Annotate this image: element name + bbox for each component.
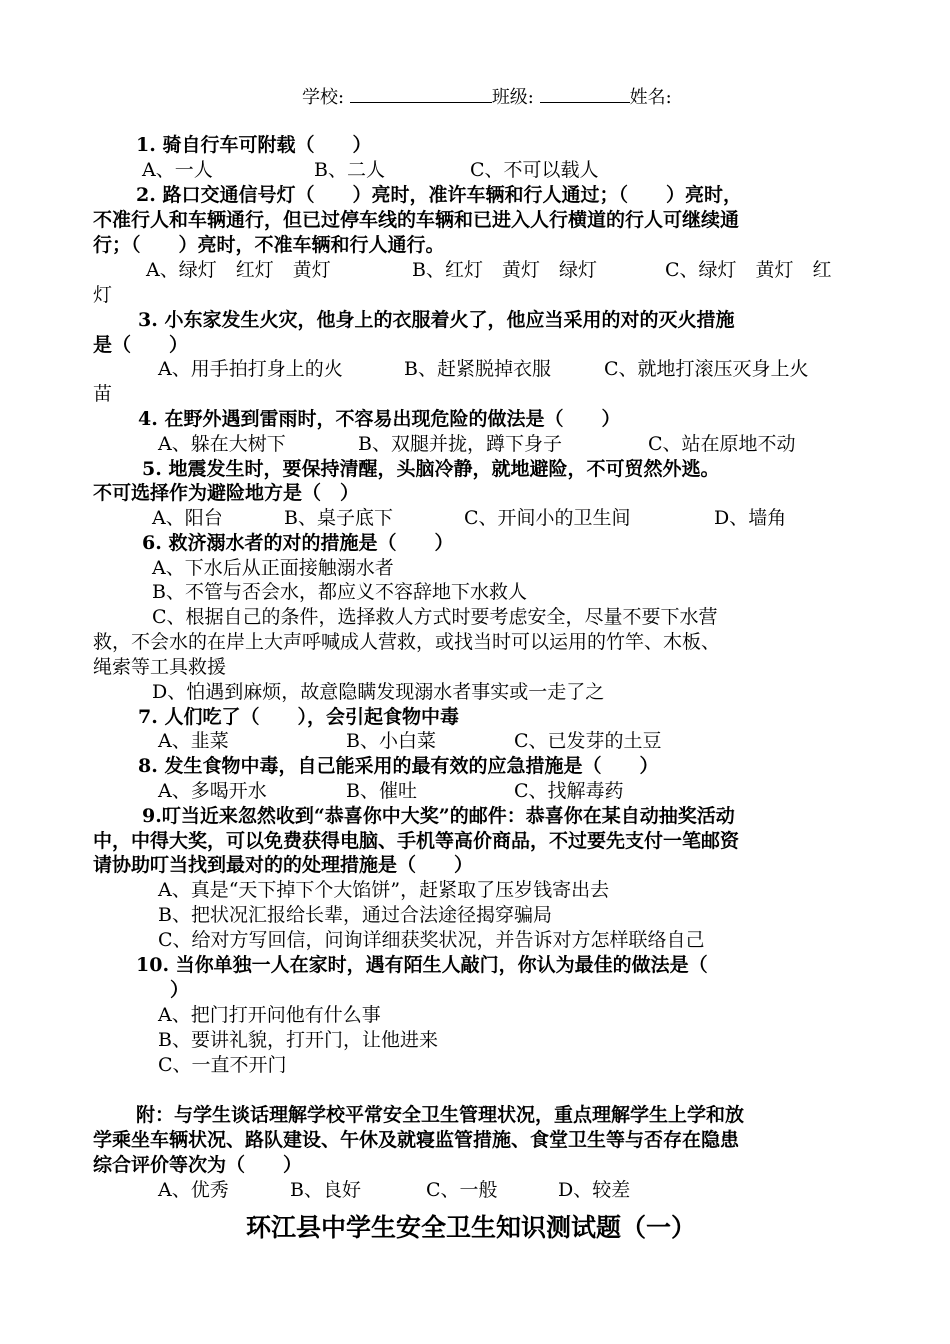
question-2-stem-line-1: 2. 路口交通信号灯（ ）亮时，准许车辆和行人通过；（ ）亮时，: [136, 184, 742, 206]
question-7-option-a: A、韭菜: [158, 730, 229, 752]
question-9-option-b: B、把状况汇报给长辈，通过合法途径揭穿骗局: [158, 904, 552, 926]
question-3-option-c: C、就地打滚压灭身上火: [604, 358, 809, 380]
question-6-stem: 6. 救济溺水者的对的措施是（ ）: [142, 532, 454, 554]
appendix-stem-line-3: 综合评价等次为（ ）: [93, 1154, 303, 1176]
appendix-stem-line-1: 附：与学生谈话理解学校平常安全卫生管理状况，重点理解学生上学和放: [136, 1104, 745, 1126]
question-10-stem-line-1: 10. 当你单独一人在家时，遇有陌生人敲门，你认为最佳的做法是（: [136, 954, 708, 976]
question-9-option-c: C、给对方写回信，问询详细获奖状况，并告诉对方怎样联络自己: [158, 929, 705, 951]
question-6-option-c-line-2: 救，不会水的在岸上大声呼喊成人营救，或找当时可以运用的竹竿、木板、: [93, 631, 721, 653]
student-info-header: [302, 84, 672, 110]
appendix-option-a: A、优秀: [158, 1179, 229, 1201]
question-5-stem-line-1: 5. 地震发生时，要保持清醒，头脑冷静，就地避险，不可贸然外逃。: [142, 458, 720, 480]
appendix-stem-line-2: 学乘坐车辆状况、路队建设、午休及就寝监管措施、食堂卫生等与否存在隐患: [93, 1129, 740, 1151]
question-3-option-c-wrap: 苗: [93, 383, 113, 405]
question-10-stem-line-2: ）: [170, 979, 190, 1001]
question-6-option-c-line-1: C、根据自己的条件，选择救人方式时要考虑安全，尽量不要下水营: [152, 606, 718, 628]
question-1-option-b: B、二人: [314, 159, 385, 181]
appendix-option-b: B、良好: [290, 1179, 361, 1201]
class-blank: [540, 84, 630, 103]
question-1-option-c: C、不可以载人: [470, 159, 599, 181]
question-2-option-c-wrap: 灯: [93, 284, 113, 306]
question-2-option-a: A、绿灯 红灯 黄灯: [146, 259, 331, 281]
question-5-option-b: B、桌子底下: [284, 507, 393, 529]
question-4-stem: 4. 在野外遇到雷雨时，不容易出现危险的做法是（ ）: [138, 408, 621, 430]
question-8-option-b: B、催吐: [346, 780, 417, 802]
document-title: 环江县中学生安全卫生知识测试题（一）: [246, 1213, 697, 1242]
question-6-option-d: D、怕遇到麻烦，故意隐瞒发现溺水者事实或一走了之: [152, 681, 605, 703]
question-7-option-c: C、已发芽的土豆: [514, 730, 662, 752]
question-3-option-a: A、用手拍打身上的火: [158, 358, 343, 380]
appendix-option-c: C、一般: [426, 1179, 498, 1201]
question-4-option-b: B、双腿并拢，蹲下身子: [358, 433, 562, 455]
question-3-stem-line-1: 3. 小东家发生火灾，他身上的衣服着火了，他应当采用的对的灭火措施: [138, 309, 735, 331]
question-9-option-a: A、真是“天下掉下个大馅饼”，赶紧取了压岁钱寄出去: [158, 879, 610, 901]
question-5-option-d: D、墙角: [714, 507, 787, 529]
class-label: 班级:: [491, 87, 534, 108]
question-1-stem: 1. 骑自行车可附载（ ）: [136, 134, 372, 156]
question-3-stem-line-2: 是（ ）: [93, 334, 189, 356]
question-9-stem-line-2: 中，中得大奖，可以免费获得电脑、手机等高价商品，不过要先支付一笔邮资: [93, 830, 740, 852]
question-5-option-c: C、开间小的卫生间: [464, 507, 631, 529]
question-9-stem-line-3: 请协助叮当找到最对的的处理措施是（ ）: [93, 854, 474, 876]
question-8-option-c: C、找解毒药: [514, 780, 624, 802]
question-6-option-a: A、下水后从正面接触溺水者: [152, 557, 394, 579]
question-8-option-a: A、多喝开水: [158, 780, 267, 802]
question-1-option-a: A、一人: [142, 159, 213, 181]
question-2-option-c: C、绿灯 黄灯 红: [665, 259, 832, 281]
question-10-option-b: B、要讲礼貌，打开门，让他进来: [158, 1029, 438, 1051]
question-5-option-a: A、阳台: [152, 507, 223, 529]
question-7-option-b: B、小白菜: [346, 730, 436, 752]
question-4-option-a: A、躲在大树下: [158, 433, 286, 455]
question-8-stem: 8. 发生食物中毒，自己能采用的最有效的应急措施是（ ）: [138, 755, 659, 777]
name-label: 姓名:: [629, 87, 672, 108]
question-6-option-c-line-3: 绳索等工具救援: [93, 656, 227, 678]
question-9-stem-line-1: 9.叮当近来忽然收到“恭喜你中大奖”的邮件：恭喜你在某自动抽奖活动: [142, 805, 735, 827]
question-4-option-c: C、站在原地不动: [648, 433, 796, 455]
question-6-option-b: B、不管与否会水，都应义不容辞地下水救人: [152, 581, 527, 603]
question-5-stem-line-2: 不可选择作为避险地方是（ ）: [93, 482, 360, 504]
question-2-stem-line-3: 行；（ ）亮时，不准车辆和行人通行。: [93, 234, 445, 256]
question-2-stem-line-2: 不准行人和车辆通行，但已过停车线的车辆和已进入人行横道的行人可继续通: [93, 209, 740, 231]
appendix-option-d: D、较差: [558, 1179, 631, 1201]
school-blank: [350, 84, 492, 103]
question-2-option-b: B、红灯 黄灯 绿灯: [412, 259, 597, 281]
question-10-option-a: A、把门打开问他有什么事: [158, 1004, 381, 1026]
question-3-option-b: B、赶紧脱掉衣服: [404, 358, 551, 380]
question-10-option-c: C、一直不开门: [158, 1054, 287, 1076]
question-7-stem: 7. 人们吃了（ ），会引起食物中毒: [138, 706, 459, 728]
school-label: 学校:: [302, 87, 345, 108]
